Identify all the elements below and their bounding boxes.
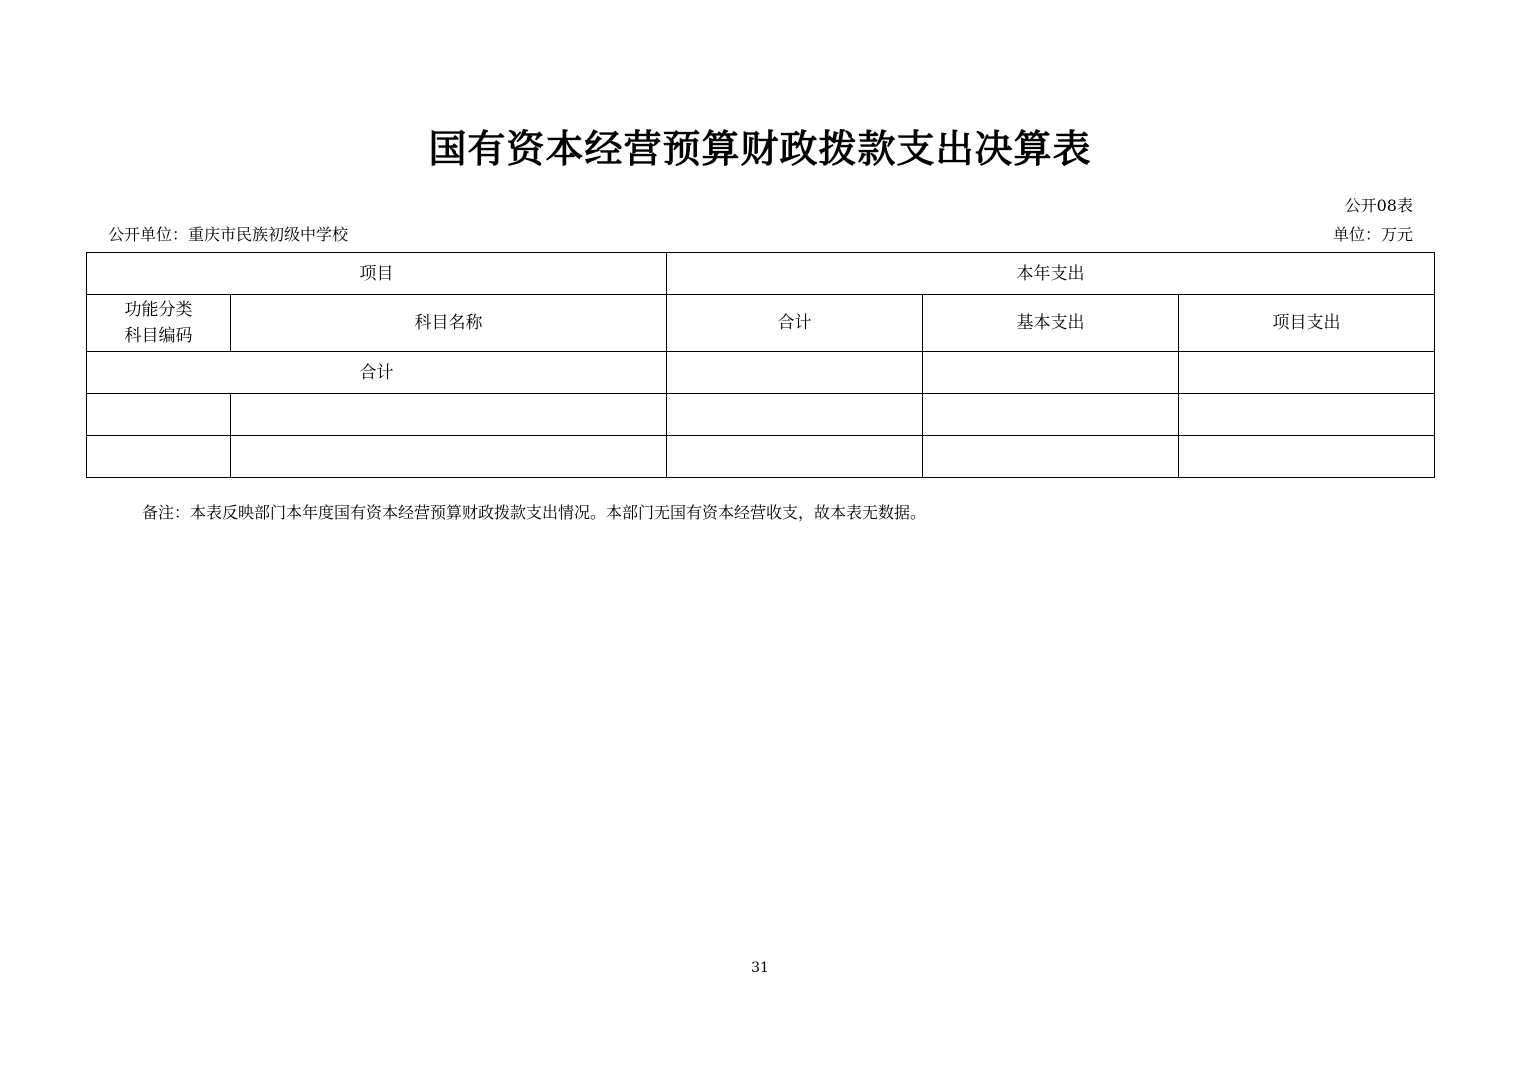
- header-code-line1: 功能分类: [124, 300, 193, 320]
- table-number: 公开08表: [1344, 196, 1413, 215]
- header-row-1: [87, 253, 1435, 295]
- row-basic: [923, 436, 1179, 478]
- table-note: 备注：本表反映部门本年度国有资本经营预算财政拨款支出情况。本部门无国有资本经营收支，故本表无数据。: [142, 503, 927, 522]
- currency-unit: 单位：万元: [1332, 225, 1413, 244]
- total-row-label: 合计: [87, 352, 667, 394]
- table-row: [87, 436, 1435, 478]
- expenditure-table: [86, 252, 1435, 478]
- header-code-line2: 科目编码: [124, 326, 193, 346]
- total-value-basic: [923, 352, 1179, 394]
- row-basic: [923, 394, 1179, 436]
- row-project: [1179, 394, 1435, 436]
- row-code: [87, 436, 231, 478]
- header-current-year: 本年支出: [667, 253, 1435, 295]
- page-number: 31: [751, 960, 769, 976]
- row-total: [667, 436, 923, 478]
- header-row-2: [87, 295, 1435, 352]
- header-code: [87, 295, 231, 352]
- row-name: [231, 394, 667, 436]
- header-item: 项目: [87, 253, 667, 295]
- header-name: 科目名称: [231, 295, 667, 352]
- row-project: [1179, 436, 1435, 478]
- page-title: 国有资本经营预算财政拨款支出决算表: [428, 127, 1092, 171]
- row-name: [231, 436, 667, 478]
- reporting-unit: 公开单位：重庆市民族初级中学校: [108, 225, 349, 244]
- header-total: 合计: [667, 295, 923, 352]
- total-row: [87, 352, 1435, 394]
- header-basic: 基本支出: [923, 295, 1179, 352]
- total-value-total: [667, 352, 923, 394]
- row-code: [87, 394, 231, 436]
- total-value-project: [1179, 352, 1435, 394]
- row-total: [667, 394, 923, 436]
- table-row: [87, 394, 1435, 436]
- header-project: 项目支出: [1179, 295, 1435, 352]
